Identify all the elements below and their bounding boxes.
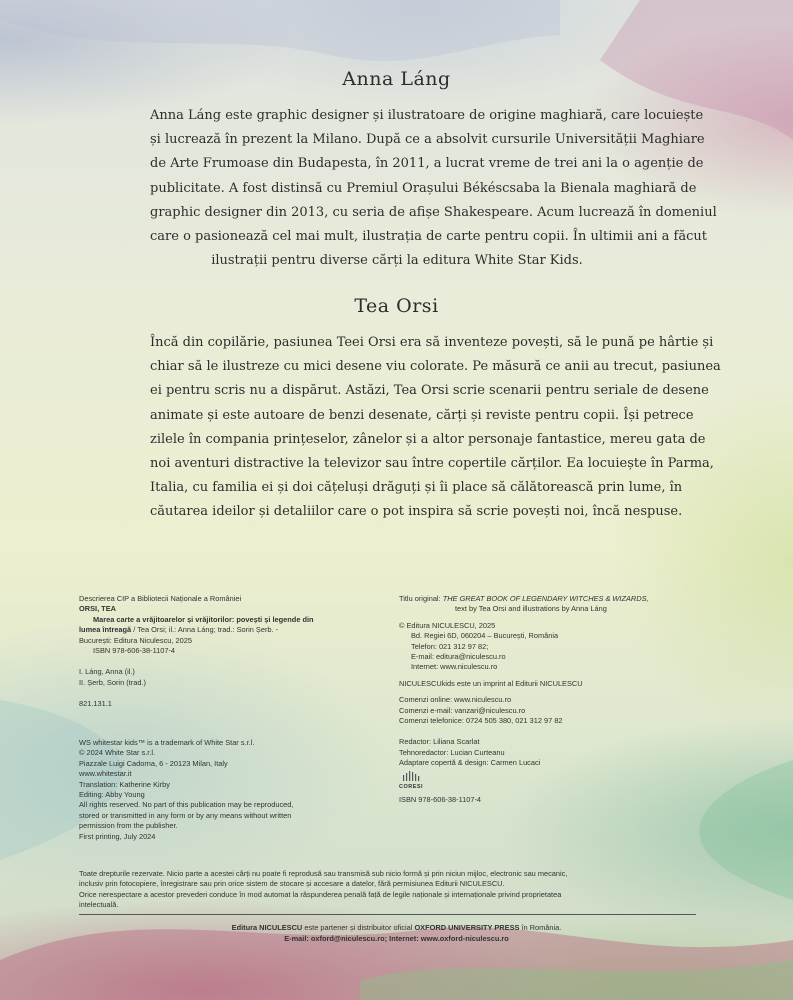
footer-text-end: în România.	[519, 923, 562, 932]
orders-phone: Comenzi telefonice: 0724 505 380, 021 312 97 82	[399, 716, 563, 726]
rights-line: permission from the publisher.	[79, 821, 178, 831]
publisher-copyright: © Editura NICULESCU, 2025	[399, 620, 496, 630]
cip-contributor: II. Șerb, Sorin (trad.)	[79, 677, 146, 687]
divider	[79, 914, 696, 915]
legal-line: inclusiv prin fotocopiere, înregistrare sau prin orice sistem de stocare și accesare a datelor, fără permisiunea Editurii NICULESCU.	[79, 879, 505, 889]
cip-heading: Descrierea CIP a Bibliotecii Naționale a României	[79, 594, 242, 603]
cip-description	[79, 594, 379, 710]
bio-line: chiar să le ilustreze cu mici desene viu colorate. Pe măsură ce anii au trecut, pasiunea	[150, 359, 721, 375]
bio-line: animate și este autoare de benzi desenate, cărți și reviste pentru copii. Își petrece	[150, 407, 694, 423]
author-bio-tea-orsi	[150, 331, 721, 525]
rights-line: All rights reserved. No part of this publication may be reproduced,	[79, 800, 294, 810]
bio-line: Italia, cu familia ei și doi cățeluși drăguți și îi place să călătorească prin lume, în	[150, 480, 683, 496]
rights-line: stored or transmitted in any form or by any means without written	[79, 810, 292, 820]
translation-credit: Translation: Katherine Kirby	[79, 779, 170, 789]
publisher-email: E-mail: editura@niculescu.ro	[411, 652, 506, 662]
bio-line: noi aventuri distractive la televizor sau între copertile cărților. Ea locuiește în Parma,	[150, 456, 714, 472]
bio-line: Încă din copilărie, pasiunea Teei Orsi era să inventeze povești, să le pună pe hârtie și	[150, 335, 714, 350]
legal-line: Orice nerespectare a acestor prevederi conduce în mod automat la răspunderea penală față de legile naționale și internaționale privind proprietatea	[79, 889, 562, 899]
publisher-address: Bd. Regiei 6D, 060204 – București, România	[411, 631, 559, 641]
cip-contributor: I. Láng, Anna (il.)	[79, 667, 135, 677]
orders-email: Comenzi e-mail: vanzari@niculescu.ro	[399, 705, 526, 715]
publisher-credits	[399, 594, 699, 806]
legal-line: Toate drepturile rezervate. Nicio parte a acestei cărți nu poate fi reprodusă sau transmisă sub nicio formă și prin niciun mijloc, electronic sau mecanic,	[79, 869, 568, 878]
orders-online: Comenzi online: www.niculescu.ro	[399, 695, 512, 705]
publisher-internet: Internet: www.niculescu.ro	[411, 662, 498, 672]
author-name-anna-lang: Anna Láng	[342, 68, 451, 90]
cip-publisher: București: Editura Niculescu, 2025	[79, 635, 192, 645]
footer-text: este partener și distribuitor oficial	[302, 923, 415, 932]
trademark-note: WS whitestar kids™ is a trademark of White Star s.r.l.	[79, 738, 255, 747]
cover-credit: Adaptare copertă & design: Carmen Lucaci	[399, 758, 541, 768]
original-credit: text by Tea Orsi and illustrations by Anna Láng	[455, 604, 607, 614]
legal-line: intelectuală.	[79, 900, 119, 910]
editing-credit: Editing: Abby Young	[79, 790, 145, 800]
author-name-tea-orsi: Tea Orsi	[354, 295, 439, 317]
author-bio-anna-lang	[150, 104, 717, 273]
footer-contact: E-mail: oxford@niculescu.ro; Internet: www.oxford-niculescu.ro	[284, 934, 509, 943]
cip-title-rest: / Tea Orsi; il.: Anna Láng; trad.: Sorin Șerb. -	[131, 625, 279, 635]
whitestar-address: Piazzale Luigi Cadorna, 6 - 20123 Milan, Italy	[79, 758, 228, 768]
cip-classification: 821.131.1	[79, 699, 112, 709]
bio-line: care o pasionează cel mai mult, ilustrația de carte pentru copii. În ultimii ani a făcut	[150, 229, 707, 245]
footer-oxford: OXFORD UNIVERSITY PRESS	[414, 923, 520, 932]
bio-line: și lucrează în prezent la Milano. După ce a absolvit cursurile Universității Maghiare	[150, 132, 705, 148]
publisher-isbn: ISBN 978-606-38-1107-4	[399, 795, 482, 805]
bio-line: ei pentru scris nu a dispărut. Astăzi, Tea Orsi scrie scenarii pentru seriale de desene	[150, 383, 709, 399]
tech-editor-credit: Tehnoredactor: Lucian Curteanu	[399, 747, 505, 757]
original-title-label: Titlu original:	[399, 594, 443, 603]
bio-line: zilele în compania prințeselor, zânelor și a altor personaje fantastice, mereu gata de	[150, 431, 706, 447]
bio-line: de Arte Frumoase din Budapesta, în 2011, a lucrat vreme de trei ani la o agenție de	[150, 156, 704, 172]
bio-line: graphic designer din 2013, cu seria de afișe Shakespeare. Acum lucrează în domeniul	[150, 204, 717, 220]
whitestar-website: www.whitestar.it	[79, 769, 132, 779]
first-printing: First printing, July 2024	[79, 831, 156, 841]
footer-publisher: Editura NICULESCU	[231, 923, 303, 932]
bio-line: ilustrații pentru diverse cărți la editura White Star Kids.	[211, 253, 583, 269]
bio-line: publicitate. A fost distinsă cu Premiul Orașului Békéscsaba la Bienala maghiară de	[150, 180, 697, 196]
cip-title-bold: lumea întreagă	[79, 625, 132, 635]
legal-notice	[79, 869, 699, 911]
coresi-emblem-icon	[400, 771, 422, 781]
cip-title-line1: Marea carte a vrăjitoarelor și vrăjitorilor: povești și legende din	[93, 614, 314, 624]
editor-credit: Redactor: Liliana Scarlat	[399, 737, 480, 747]
cip-title-line2	[79, 625, 379, 635]
original-title-text: THE GREAT BOOK OF LEGENDARY WITCHES & WIZARDS,	[442, 594, 649, 603]
whitestar-copyright: © 2024 White Star s.r.l.	[79, 748, 156, 758]
cip-author: ORSI, TEA	[79, 604, 116, 614]
coresi-logo	[399, 771, 423, 790]
imprint-note: NICULESCUkids este un imprint al Editurii NICULESCU	[399, 678, 583, 688]
cip-isbn: ISBN 978-606-38-1107-4	[93, 646, 176, 656]
bio-line: căutarea ideilor și detaliilor care o pot inspira să scrie povești noi, încă nespuse.	[150, 504, 683, 520]
bio-line: Anna Láng este graphic designer și ilustratoare de origine maghiară, care locuiește	[150, 108, 704, 123]
partner-line	[0, 922, 793, 933]
partner-footer	[0, 922, 793, 944]
original-title	[399, 594, 699, 604]
publisher-phone: Telefon: 021 312 97 82;	[411, 641, 489, 651]
whitestar-credits	[79, 738, 379, 842]
coresi-logo-text: CORESI	[399, 784, 424, 791]
